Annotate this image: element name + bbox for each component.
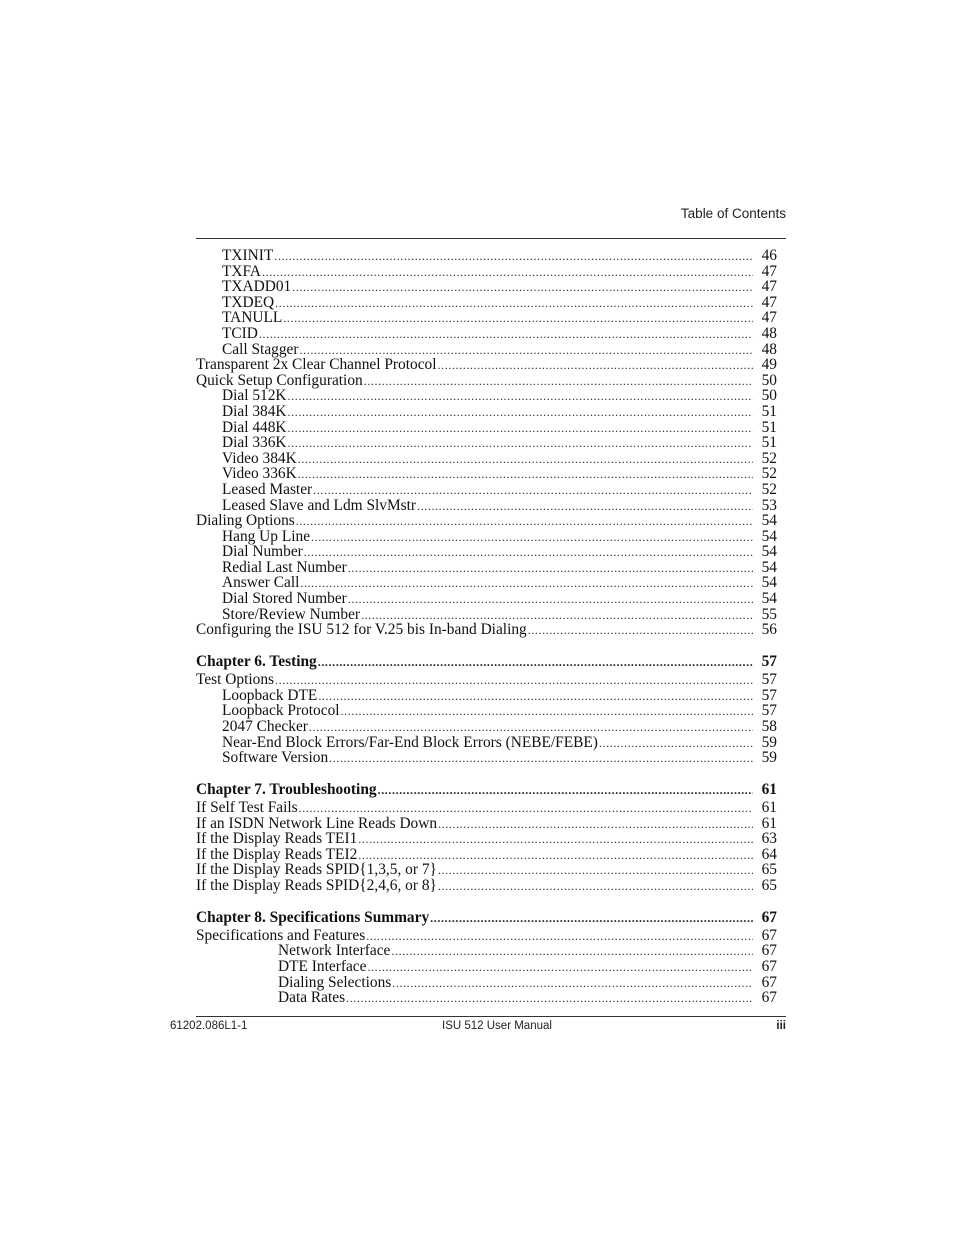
- document-number: 61202.086L1-1: [170, 1020, 248, 1032]
- dot-leader: [318, 689, 753, 705]
- toc-entry-page: 48: [761, 324, 777, 342]
- toc-entry-title: Video 336K: [222, 465, 297, 483]
- toc-entry-title: Redial Last Number: [222, 558, 347, 576]
- toc-entry-page: 67: [761, 908, 777, 926]
- toc-entry-page: 67: [761, 989, 777, 1007]
- toc-entry[interactable]: [196, 928, 777, 944]
- toc-entry-title: Chapter 8. Specifications Summary: [196, 908, 430, 926]
- toc-entry-title: Configuring the ISU 512 for V.25 bis In-band Dialing: [196, 621, 527, 639]
- toc-entry[interactable]: [196, 672, 777, 688]
- toc-entry[interactable]: [196, 420, 777, 436]
- dot-leader: [296, 514, 753, 530]
- toc-entry-title: Call Stagger: [222, 340, 299, 358]
- toc-entry-page: 65: [761, 861, 777, 879]
- toc-entry[interactable]: [196, 591, 777, 607]
- toc-entry[interactable]: [196, 388, 777, 404]
- toc-entry-page: 64: [761, 845, 777, 863]
- toc-entry-title: If an ISDN Network Line Reads Down: [196, 814, 438, 832]
- toc-entry-page: 46: [761, 247, 777, 264]
- dot-leader: [288, 436, 753, 452]
- toc-entry[interactable]: [196, 975, 777, 991]
- toc-entry-page: 54: [761, 543, 777, 561]
- toc-entry[interactable]: [196, 750, 777, 766]
- toc-entry-title: If the Display Reads SPID{2,4,6, or 8}: [196, 876, 437, 894]
- toc-entry-title: Dial 448K: [222, 418, 287, 436]
- toc-entry[interactable]: [196, 466, 777, 482]
- dot-leader: [366, 929, 753, 945]
- toc-entry-page: 54: [761, 558, 777, 576]
- toc-entry[interactable]: [196, 248, 777, 264]
- dot-leader: [288, 389, 753, 405]
- toc-entry-page: 52: [761, 465, 777, 483]
- toc-entry-title: Dial Stored Number: [222, 590, 347, 608]
- dot-leader: [599, 736, 753, 752]
- running-header-title: Table of Contents: [680, 206, 786, 221]
- dot-leader: [438, 817, 753, 833]
- toc-entry-title: Network Interface: [278, 942, 391, 960]
- toc-entry-page: 49: [761, 356, 777, 374]
- toc-entry[interactable]: [196, 513, 777, 529]
- toc-entry-title: Leased Slave and Ldm SlvMstr: [222, 496, 417, 514]
- toc-entry-page: 47: [761, 309, 777, 327]
- toc-entry-page: 57: [761, 671, 777, 689]
- toc-entry-title: TXFA: [222, 262, 262, 280]
- dot-leader: [364, 374, 753, 390]
- toc-entry-title: If the Display Reads SPID{1,3,5, or 7}: [196, 861, 437, 879]
- toc-entry-title: Specifications and Features: [196, 926, 366, 944]
- toc-entry-page: 54: [761, 512, 777, 530]
- dot-leader: [341, 704, 753, 720]
- toc-entry-page: 57: [761, 702, 777, 720]
- toc-entry[interactable]: [196, 831, 777, 847]
- toc-entry[interactable]: [196, 279, 777, 295]
- toc-entry-title: Dial Number: [222, 543, 303, 561]
- toc-entry-page: 61: [761, 814, 777, 832]
- dot-leader: [298, 452, 753, 468]
- toc-entry-page: 55: [761, 605, 777, 623]
- toc-entry-title: Dial 336K: [222, 434, 287, 452]
- toc-entry-title: TXADD01: [222, 278, 292, 296]
- toc-entry-title: Near-End Block Errors/Far-End Block Errors (NEBE/FEBE): [222, 733, 598, 751]
- page-footer: [170, 1020, 786, 1036]
- toc-entry-page: 54: [761, 590, 777, 608]
- toc-entry[interactable]: [196, 498, 777, 514]
- toc-entry[interactable]: [196, 326, 777, 342]
- toc-entry[interactable]: [196, 575, 777, 591]
- toc-entry[interactable]: [196, 943, 777, 959]
- toc-entry-page: 56: [761, 621, 777, 639]
- toc-entry-title: Hang Up Line: [222, 527, 311, 545]
- dot-leader: [300, 576, 753, 592]
- toc-chapter-entry[interactable]: [196, 909, 777, 927]
- toc-entry[interactable]: [196, 404, 777, 420]
- toc-entry[interactable]: [196, 990, 777, 1006]
- dot-leader: [348, 592, 753, 608]
- dot-leader: [358, 832, 753, 848]
- toc-entry-page: 50: [761, 387, 777, 405]
- dot-leader: [367, 960, 753, 976]
- toc-entry-title: TXDEQ: [222, 293, 275, 311]
- toc-entry-title: TXINIT: [222, 247, 274, 264]
- dot-leader: [392, 976, 753, 992]
- toc-entry-title: Loopback Protocol: [222, 702, 340, 720]
- toc-entry-page: 51: [761, 402, 777, 420]
- dot-leader: [275, 673, 753, 689]
- page-number: iii: [776, 1020, 786, 1032]
- dot-leader: [430, 909, 753, 927]
- toc-entry[interactable]: [196, 862, 777, 878]
- toc-entry-page: 63: [761, 830, 777, 848]
- toc-entry-page: 47: [761, 293, 777, 311]
- toc-entry-title: Answer Call: [222, 574, 300, 592]
- toc-entry-title: 2047 Checker: [222, 717, 308, 735]
- toc-entry-page: 48: [761, 340, 777, 358]
- toc-entry-page: 65: [761, 876, 777, 894]
- toc-entry-title: Leased Master: [222, 480, 313, 498]
- toc-entry[interactable]: [196, 688, 777, 704]
- dot-leader: [438, 358, 753, 374]
- toc-entry-title: If Self Test Fails: [196, 799, 298, 816]
- toc-entry[interactable]: [196, 435, 777, 451]
- toc-entry-title: Data Rates: [278, 989, 346, 1007]
- dot-leader: [378, 781, 753, 799]
- toc-entry[interactable]: [196, 529, 777, 545]
- toc-entry[interactable]: [196, 373, 777, 389]
- dot-leader: [391, 944, 753, 960]
- dot-leader: [283, 311, 753, 327]
- toc-entry-page: 67: [761, 926, 777, 944]
- dot-leader: [346, 991, 753, 1007]
- toc-entry-title: Loopback DTE: [222, 686, 318, 704]
- toc-entry-page: 59: [761, 749, 777, 767]
- toc-entry-page: 59: [761, 733, 777, 751]
- toc-entry[interactable]: [196, 607, 777, 623]
- toc-chapter-entry[interactable]: [196, 781, 777, 799]
- toc-entry-title: Chapter 7. Troubleshooting: [196, 781, 377, 798]
- table-of-contents: [196, 248, 777, 1006]
- toc-entry[interactable]: [196, 310, 777, 326]
- dot-leader: [288, 421, 753, 437]
- toc-entry[interactable]: [196, 800, 777, 816]
- toc-entry-title: Transparent 2x Clear Channel Protocol: [196, 356, 437, 374]
- toc-entry-title: TANULL: [222, 309, 283, 327]
- dot-leader: [438, 863, 753, 879]
- toc-entry-title: DTE Interface: [278, 958, 367, 976]
- dot-leader: [259, 327, 753, 343]
- toc-entry[interactable]: [196, 357, 777, 373]
- dot-leader: [417, 499, 753, 515]
- toc-entry-page: 53: [761, 496, 777, 514]
- toc-entry[interactable]: [196, 719, 777, 735]
- toc-entry-title: Software Version: [222, 749, 329, 767]
- toc-entry-title: Test Options: [196, 671, 275, 689]
- toc-entry-page: 61: [761, 781, 777, 798]
- toc-entry-title: Video 384K: [222, 449, 297, 467]
- toc-entry[interactable]: [196, 264, 777, 280]
- dot-leader: [304, 545, 753, 561]
- toc-entry[interactable]: [196, 703, 777, 719]
- dot-leader: [292, 280, 753, 296]
- toc-entry-title: Store/Review Number: [222, 605, 361, 623]
- toc-entry-title: If the Display Reads TEI1: [196, 830, 358, 848]
- toc-entry[interactable]: [196, 482, 777, 498]
- dot-leader: [329, 751, 753, 767]
- toc-entry[interactable]: [196, 560, 777, 576]
- toc-entry-title: Chapter 6. Testing: [196, 653, 317, 671]
- toc-entry-page: 47: [761, 278, 777, 296]
- toc-entry[interactable]: [196, 342, 777, 358]
- toc-entry[interactable]: [196, 295, 777, 311]
- toc-entry[interactable]: [196, 878, 777, 894]
- toc-entry-page: 54: [761, 574, 777, 592]
- toc-entry-page: 52: [761, 449, 777, 467]
- toc-entry[interactable]: [196, 451, 777, 467]
- dot-leader: [348, 561, 753, 577]
- toc-entry[interactable]: [196, 816, 777, 832]
- dot-leader: [288, 405, 753, 421]
- toc-entry-page: 52: [761, 480, 777, 498]
- dot-leader: [298, 467, 753, 483]
- toc-chapter-entry[interactable]: [196, 653, 777, 671]
- toc-entry[interactable]: [196, 847, 777, 863]
- dot-leader: [528, 623, 753, 639]
- toc-entry-page: 50: [761, 371, 777, 389]
- dot-leader: [311, 530, 753, 546]
- manual-title: ISU 512 User Manual: [442, 1020, 552, 1032]
- toc-entry-page: 57: [761, 653, 777, 671]
- toc-entry-page: 58: [761, 717, 777, 735]
- toc-entry-title: Dialing Options: [196, 512, 295, 530]
- toc-entry-title: TCID: [222, 324, 258, 342]
- toc-entry-page: 67: [761, 958, 777, 976]
- toc-entry-title: Quick Setup Configuration: [196, 371, 363, 389]
- dot-leader: [262, 265, 753, 281]
- toc-entry[interactable]: [196, 544, 777, 560]
- toc-entry-page: 47: [761, 262, 777, 280]
- toc-entry-page: 57: [761, 686, 777, 704]
- dot-leader: [275, 296, 753, 312]
- toc-entry-page: 54: [761, 527, 777, 545]
- dot-leader: [274, 249, 753, 265]
- toc-entry-page: 51: [761, 434, 777, 452]
- toc-entry[interactable]: [196, 959, 777, 975]
- footer-divider: [196, 1016, 786, 1017]
- toc-entry-title: Dial 512K: [222, 387, 287, 405]
- toc-entry[interactable]: [196, 735, 777, 751]
- toc-entry-page: 67: [761, 942, 777, 960]
- toc-entry-page: 51: [761, 418, 777, 436]
- toc-entry-title: Dialing Selections: [278, 973, 392, 991]
- dot-leader: [438, 879, 753, 895]
- toc-entry-page: 61: [761, 799, 777, 816]
- header-divider: [196, 238, 786, 239]
- toc-entry-title: Dial 384K: [222, 402, 287, 420]
- toc-entry-page: 67: [761, 973, 777, 991]
- toc-entry[interactable]: [196, 622, 777, 638]
- toc-entry-title: If the Display Reads TEI2: [196, 845, 358, 863]
- dot-leader: [318, 653, 753, 671]
